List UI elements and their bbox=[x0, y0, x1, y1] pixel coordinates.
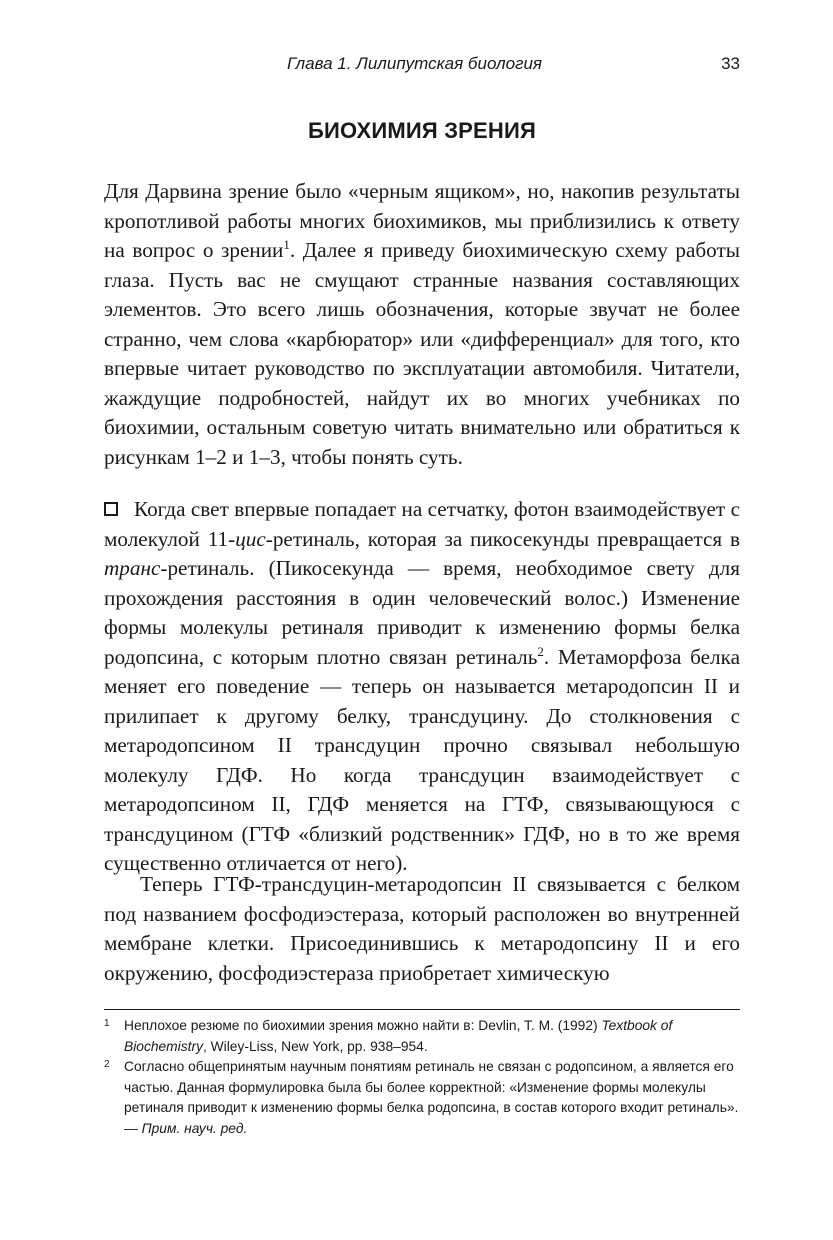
paragraph-photon-text-3: -ретиналь. (Пикосекунда — время, необходимое свету для прохождения расстояния в один человеческий волос.) Изменение формы молекулы ретиналя приводит к изменению формы белка родопсина, с которым плотно связан ретиналь bbox=[104, 556, 740, 669]
paragraph-photon-text-2: -ретиналь, которая за пикосекунды превращается в bbox=[265, 526, 740, 551]
paragraph-photon-text-1: Когда свет впервые попадает на сетчатку, фотон взаимодействует с молекулой 11- bbox=[104, 497, 740, 551]
section-heading: БИОХИМИЯ ЗРЕНИЯ bbox=[307, 118, 537, 143]
footnote-2-italic: Прим. науч. ред. bbox=[141, 1120, 248, 1136]
page-number: 33 bbox=[721, 54, 740, 73]
footnote-2 bbox=[104, 1057, 740, 1139]
footnote-1-text-2: , Wiley-Liss, New York, pp. 938–954. bbox=[202, 1038, 428, 1054]
paragraph-intro-text-1: Для Дарвина зрение было «черным ящиком», но, накопив результаты кропотливой работы многих биохимиков, мы приблизились к ответу на вопрос о зрении bbox=[104, 179, 740, 262]
paragraph-intro-text-2: . Далее я приведу биохимическую схему работы глаза. Пусть вас не смущают странные названия составляющих элементов. Это всего лишь обозначения, которые звучат не более странно, чем слова «карбюратор» или «дифференциал» для того, кто впервые читает руководство по эксплуатации автомобиля. Читатели, жаждущие подробностей, найдут их во многих учебниках по биохимии, остальным советую читать внимательно или обратиться к рисункам 1–2 и 1–3, чтобы понять суть. bbox=[104, 238, 740, 469]
paragraph-photon-italic-trans: транс bbox=[104, 556, 161, 580]
paragraph-photon bbox=[104, 495, 740, 879]
running-head bbox=[104, 54, 740, 80]
paragraph-intro bbox=[104, 177, 740, 472]
footnote-2-text-1: Согласно общепринятым научным понятиям ретиналь не связан с родопсином, а является его частью. Данная формулировка была бы более корректной: «Изменение формы молекулы ретиналя приводит к изменению формы белка родопсина, в состав которого входит ретиналь». — bbox=[124, 1059, 739, 1136]
footnote-ref-2[interactable]: 2 bbox=[537, 643, 544, 659]
footnote-ref-1[interactable]: 1 bbox=[283, 237, 290, 252]
checkbox-icon bbox=[104, 502, 118, 516]
paragraph-photon-italic-cis: цис bbox=[235, 526, 266, 551]
paragraph-photon-text-4: . Метаморфоза белка меняет его поведение — теперь он называется метародопсин II и прилипает к другому белку, трансдуцину. До столкновения с метародопсином II трансдуцин прочно связывал небольшую молекулу ГДФ. Но когда трансдуцин взаимодействует с метародопсином II, ГДФ меняется на ГТФ, связывающуюся с трансдуцином (ГТФ «близкий родственник» ГДФ, но в то же время существенно отличается от него). bbox=[104, 644, 741, 875]
footnote-2-mark: 2 bbox=[104, 1059, 110, 1070]
footnote-1-italic: Textbook of Biochemistry bbox=[124, 1018, 673, 1054]
paragraph-phosphodiesterase: Теперь ГТФ-трансдуцин-метародопсин II связывается с белком под названием фосфодиэстераза, который расположен во внутренней мембране клетки. Присоединившись к метародопсину II и его окружению, фосфодиэстераза приобретает химическую bbox=[104, 872, 740, 985]
footnote-1-mark: 1 bbox=[104, 1018, 110, 1029]
footnote-1 bbox=[104, 1016, 740, 1057]
book-page bbox=[104, 0, 740, 1240]
footnote-divider bbox=[104, 1009, 740, 1010]
footnote-1-text-1: Неплохое резюме по биохимии зрения можно найти в: Devlin, T. M. (1992) bbox=[124, 1018, 602, 1033]
running-title: Глава 1. Лилипутская биология bbox=[287, 54, 542, 73]
